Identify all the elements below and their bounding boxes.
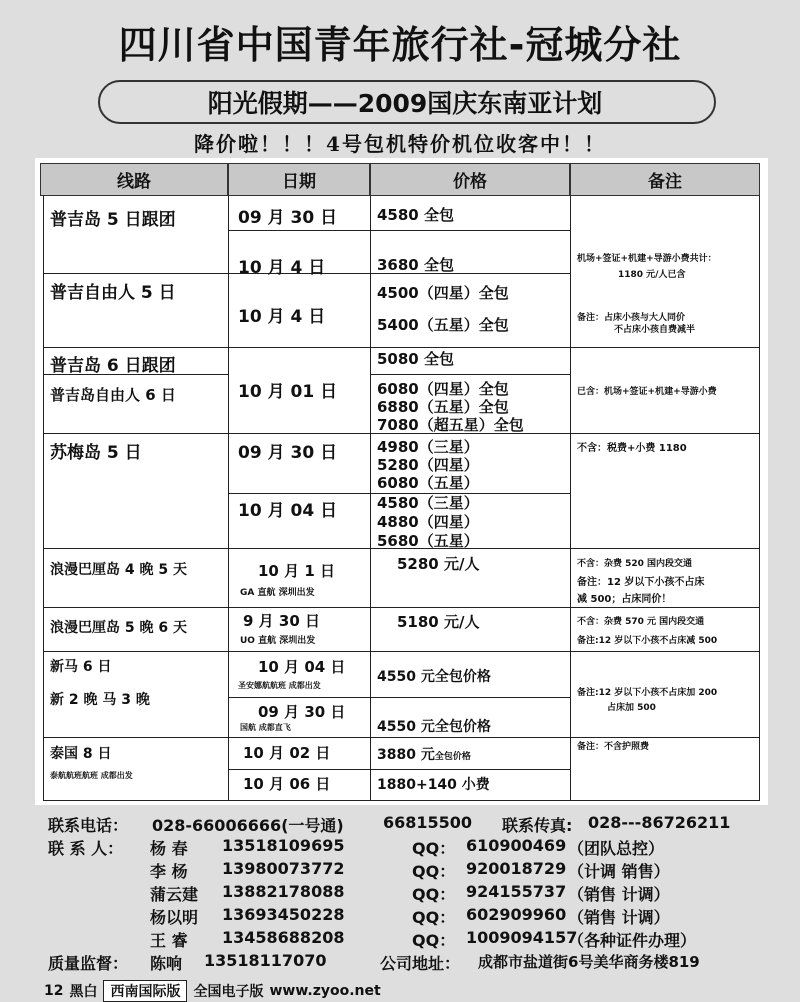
contact-role: （各种证件办理） bbox=[568, 931, 697, 950]
contact-role: （销售 计调） bbox=[568, 908, 670, 927]
price-cell: 3680 全包 bbox=[377, 256, 454, 274]
route-sg-my-detail: 新 2 晚 马 3 晚 bbox=[50, 692, 150, 708]
route-sg-my-6d: 新马 6 日 bbox=[50, 659, 112, 675]
price-cell: 5280 元/人 bbox=[397, 555, 480, 573]
remark-text: 备注：不含护照费 bbox=[577, 742, 650, 752]
contact-person-label: 联 系 人： bbox=[48, 839, 124, 858]
address-label: 公司地址： bbox=[380, 954, 461, 973]
route-thailand-8d: 泰国 8 日 bbox=[50, 746, 112, 762]
column-header-price: 价格 bbox=[370, 163, 570, 196]
page-subtitle: 阳光假期——2009国庆东南亚计划 bbox=[207, 89, 603, 118]
remark-text: 占床加 500 bbox=[607, 703, 656, 713]
price-cell: 5080 全包 bbox=[377, 350, 454, 368]
remark-text: 不含：杂费 570 元 国内段交通 bbox=[577, 617, 705, 627]
page-title: 四川省中国青年旅行社-冠城分社 bbox=[118, 23, 682, 67]
route-phuket-5d: 普吉岛 5 日跟团 bbox=[50, 210, 176, 230]
contact-mobile: 13518109695 bbox=[222, 836, 345, 855]
qq-number: 920018729 bbox=[466, 859, 567, 878]
quality-label: 质量监督： bbox=[48, 954, 129, 973]
remark-text: 备注:12 岁以下小孩不占床加 200 bbox=[577, 688, 718, 698]
phone-label: 联系电话： bbox=[48, 816, 129, 835]
contact-name: 蒲云建 bbox=[150, 885, 199, 904]
qq-label: QQ： bbox=[412, 839, 456, 858]
contact-mobile: 13693450228 bbox=[222, 905, 345, 924]
price-cell: 4980（三星） bbox=[377, 438, 479, 456]
website-link[interactable]: www.zyoo.net bbox=[269, 983, 381, 999]
route-note: 泰航航班航班 成都出发 bbox=[50, 771, 133, 780]
date-cell: 9 月 30 日 bbox=[243, 612, 320, 630]
date-cell: 10 月 01 日 bbox=[238, 382, 338, 402]
qq-label: QQ： bbox=[412, 931, 456, 950]
qq-label: QQ： bbox=[412, 862, 456, 881]
contact-name: 杨以明 bbox=[150, 908, 199, 927]
remark-text: 机场+签证+机建+导游小费共计： bbox=[577, 254, 717, 264]
qq-number: 602909960 bbox=[466, 905, 567, 924]
date-cell: 10 月 02 日 bbox=[243, 744, 331, 762]
remark-text: 1180 元/人已含 bbox=[618, 270, 686, 280]
route-bali-4n5d: 浪漫巴厘岛 4 晚 5 天 bbox=[50, 562, 187, 578]
print-color: 黑白 bbox=[69, 984, 98, 1000]
phone-number-2: 66815500 bbox=[383, 813, 473, 832]
date-cell: 09 月 30 日 bbox=[238, 208, 338, 228]
route-phuket-free-5d: 普吉自由人 5 日 bbox=[50, 283, 176, 303]
date-cell: 10 月 1 日 bbox=[258, 562, 335, 580]
route-phuket-6d: 普吉岛 6 日跟团 bbox=[50, 356, 176, 376]
price-cell bbox=[377, 744, 471, 764]
price-cell: 4580 全包 bbox=[377, 206, 454, 224]
qq-number: 610900469 bbox=[466, 836, 567, 855]
price-cell: 4550 元全包价格 bbox=[377, 719, 491, 735]
date-cell: 10 月 4 日 bbox=[238, 307, 326, 327]
price-cell: 6080（四星）全包 bbox=[377, 380, 509, 398]
price-cell: 4550 元全包价格 bbox=[377, 669, 491, 685]
date-cell: 09 月 30 日 bbox=[238, 443, 338, 463]
date-note: 圣安娜航航班 成都出发 bbox=[238, 681, 321, 690]
contact-mobile: 13980073772 bbox=[222, 859, 345, 878]
contact-name: 王 睿 bbox=[150, 931, 188, 950]
date-note: GA 直航 深圳出发 bbox=[240, 588, 315, 598]
price-cell: 4880（四星） bbox=[377, 513, 479, 531]
price-cell: 1880+140 小费 bbox=[377, 777, 490, 793]
remark-text: 减 500；占床同价！ bbox=[577, 594, 672, 605]
edition-name: 全国电子版 bbox=[193, 984, 264, 1000]
remark-text: 不含：杂费 520 国内段交通 bbox=[577, 559, 693, 569]
date-cell: 10 月 06 日 bbox=[243, 775, 331, 793]
price-cell: 4500（四星）全包 bbox=[377, 284, 509, 302]
company-address: 成都市盐道街6号美华商务楼819 bbox=[478, 953, 700, 971]
price-cell: 5400（五星）全包 bbox=[377, 316, 509, 334]
phone-number: 028-66006666(一号通) bbox=[152, 816, 344, 835]
date-note: 国航 成都直飞 bbox=[240, 723, 291, 732]
remark-text: 备注:12 岁以下小孩不占床减 500 bbox=[577, 636, 718, 646]
remark-text: 不含：税费+小费 1180 bbox=[577, 443, 687, 454]
date-cell: 10 月 04 日 bbox=[258, 658, 346, 676]
qq-label: QQ： bbox=[412, 885, 456, 904]
price-cell: 5280（四星） bbox=[377, 456, 479, 474]
date-cell: 10 月 4 日 bbox=[238, 258, 326, 278]
quality-phone: 13518117070 bbox=[204, 951, 327, 970]
price-cell: 5180 元/人 bbox=[397, 613, 480, 631]
price-cell: 5680（五星） bbox=[377, 532, 479, 550]
contact-mobile: 13458688208 bbox=[222, 928, 345, 947]
remark-text: 不占床小孩自费减半 bbox=[614, 325, 696, 335]
remark-text: 备注：12 岁以下小孩不占床 bbox=[577, 577, 705, 588]
fax-label: 联系传真: bbox=[502, 816, 573, 835]
date-cell: 10 月 04 日 bbox=[238, 501, 338, 521]
column-header-route: 线路 bbox=[40, 163, 228, 196]
column-header-date: 日期 bbox=[228, 163, 370, 196]
price-value: 3880 元 bbox=[377, 747, 435, 763]
page-footer bbox=[44, 980, 381, 1002]
contact-mobile: 13882178088 bbox=[222, 882, 345, 901]
fax-number: 028---86726211 bbox=[588, 813, 731, 832]
section-name: 西南国际版 bbox=[103, 980, 187, 1002]
price-cell: 6880（五星）全包 bbox=[377, 398, 509, 416]
qq-number: 924155737 bbox=[466, 882, 567, 901]
remark-text: 备注：占床小孩与大人同价 bbox=[577, 313, 686, 323]
column-header-remarks: 备注 bbox=[570, 163, 760, 196]
price-suffix: 全包价格 bbox=[434, 752, 471, 762]
contact-name: 李 杨 bbox=[150, 862, 188, 881]
route-bali-5n6d: 浪漫巴厘岛 5 晚 6 天 bbox=[50, 620, 187, 636]
route-phuket-free-6d: 普吉岛自由人 6 日 bbox=[50, 386, 176, 404]
contact-role: （销售 计调） bbox=[568, 885, 670, 904]
quality-name: 陈响 bbox=[150, 954, 183, 973]
remark-text: 已含：机场+签证+机建+导游小费 bbox=[577, 387, 717, 397]
page-number: 12 bbox=[44, 983, 64, 999]
promo-tagline: 降价啦！！！4号包机特价机位收客中！！ bbox=[194, 132, 606, 156]
date-note: UO 直航 深圳出发 bbox=[240, 636, 316, 646]
qq-number: 1009094157 bbox=[466, 928, 578, 947]
route-samui-5d: 苏梅岛 5 日 bbox=[50, 443, 142, 463]
contact-role: （团队总控） bbox=[568, 839, 665, 858]
price-cell: 4580（三星） bbox=[377, 494, 479, 512]
contact-role: （计调 销售） bbox=[568, 862, 670, 881]
date-cell: 09 月 30 日 bbox=[258, 703, 346, 721]
price-cell: 7080（超五星）全包 bbox=[377, 416, 524, 434]
price-cell: 6080（五星） bbox=[377, 474, 479, 492]
contact-name: 杨 春 bbox=[150, 839, 188, 858]
qq-label: QQ： bbox=[412, 908, 456, 927]
